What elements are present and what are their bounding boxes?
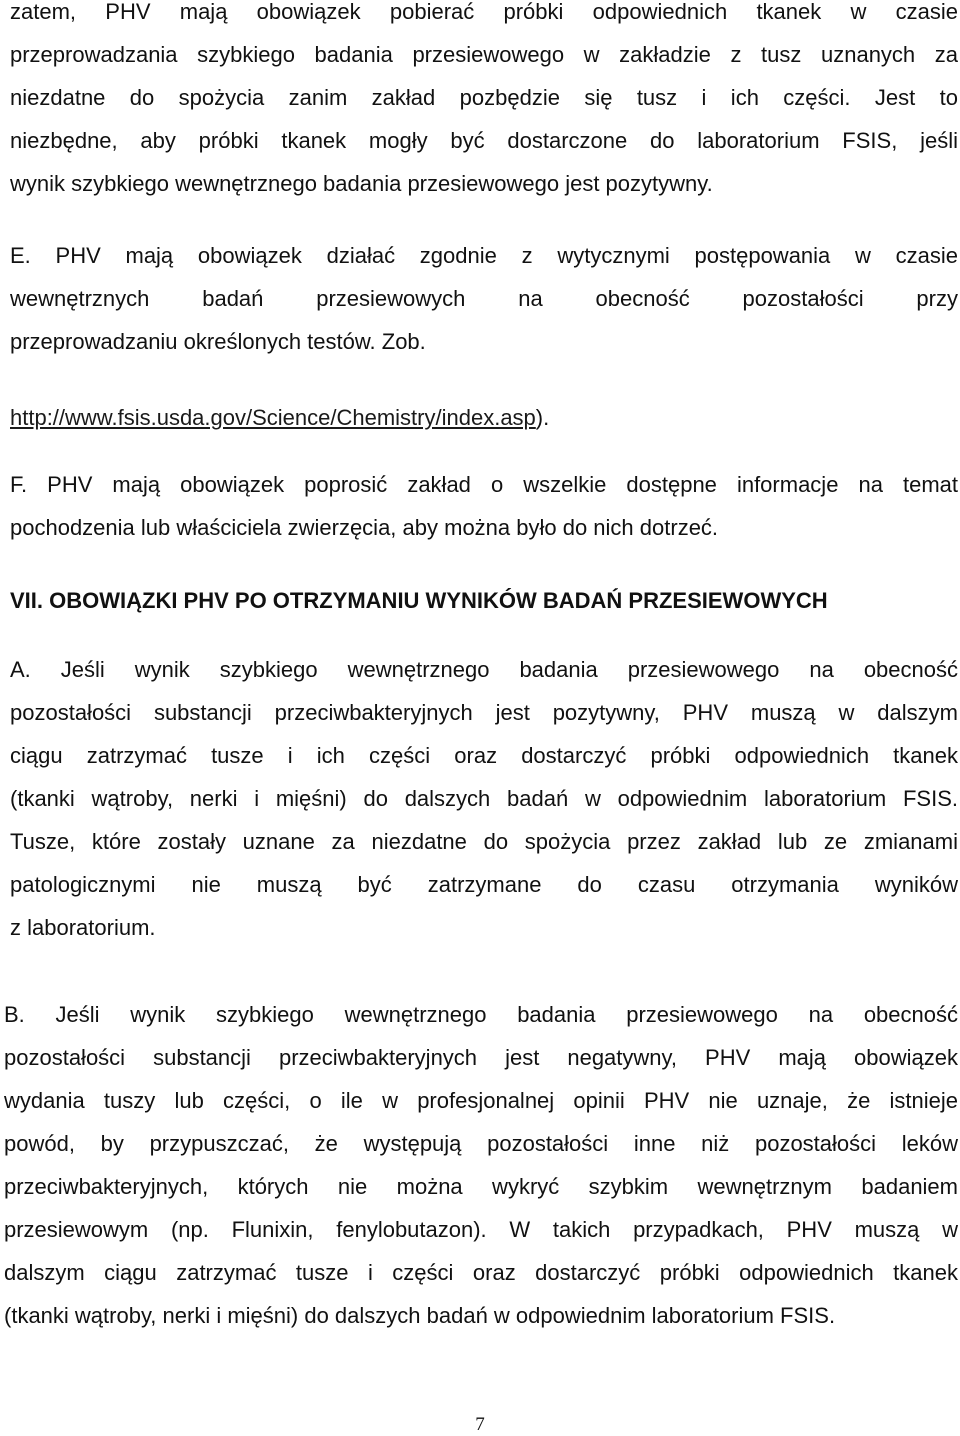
text-line: wewnętrznych badań przesiewowych na obecność pozostałości przy: [10, 286, 958, 311]
text-line: pozostałości substancji przeciwbakteryjnych jest negatywny, PHV mają obowiązek: [4, 1045, 958, 1070]
text-line: Tusze, które zostały uznane za niezdatne do spożycia przez zakład lub ze zmianami: [10, 829, 958, 854]
link-suffix: ).: [535, 405, 550, 430]
text-line: (tkanki wątroby, nerki i mięśni) do dalszych badań w odpowiednim laboratorium FSIS.: [10, 786, 958, 811]
text-line: przeprowadzania szybkiego badania przesiewowego w zakładzie z tusz uznanych za: [10, 42, 958, 67]
text-line: pochodzenia lub właściciela zwierzęcia, aby można było do nich dotrzeć.: [10, 515, 719, 540]
fsis-chemistry-link[interactable]: http://www.fsis.usda.gov/Science/Chemistry/index.asp: [10, 405, 536, 430]
text-line: pozostałości substancji przeciwbakteryjnych jest pozytywny, PHV muszą w dalszym: [10, 700, 958, 725]
text-line: dalszym ciągu zatrzymać tusze i części oraz dostarczyć próbki odpowiednich tkanek: [4, 1260, 958, 1285]
text-line: ciągu zatrzymać tusze i ich części oraz dostarczyć próbki odpowiednich tkanek: [10, 743, 958, 768]
page-number: 7: [475, 1414, 485, 1435]
text-line: niezbędne, aby próbki tkanek mogły być dostarczone do laboratorium FSIS, jeśli: [10, 128, 958, 153]
item-e-link-line: [10, 396, 549, 439]
text-line: przeprowadzaniu określonych testów. Zob.: [10, 329, 426, 354]
text-line: z laboratorium.: [10, 915, 156, 940]
text-line: zatem, PHV mają obowiązek pobierać próbki odpowiednich tkanek w czasie: [10, 0, 958, 24]
item-a-paragraph: [10, 648, 958, 949]
text-line: A. Jeśli wynik szybkiego wewnętrznego badania przesiewowego na obecność: [10, 657, 958, 682]
item-b-paragraph: [4, 993, 958, 1337]
text-line: wydania tuszy lub części, o ile w profesjonalnej opinii PHV nie uznaje, że istnieje: [4, 1088, 958, 1113]
section-heading: VII. OBOWIĄZKI PHV PO OTRZYMANIU WYNIKÓW BADAŃ PRZESIEWOWYCH: [10, 588, 828, 613]
continuation-paragraph: [10, 0, 958, 205]
text-line: B. Jeśli wynik szybkiego wewnętrznego badania przesiewowego na obecność: [4, 1002, 958, 1027]
item-f-paragraph: [10, 463, 958, 549]
text-line: F. PHV mają obowiązek poprosić zakład o wszelkie dostępne informacje na temat: [10, 472, 958, 497]
text-line: wynik szybkiego wewnętrznego badania przesiewowego jest pozytywny.: [10, 171, 713, 196]
text-line: patologicznymi nie muszą być zatrzymane do czasu otrzymania wyników: [10, 872, 958, 897]
text-line: przeciwbakteryjnych, których nie można wykryć szybkim wewnętrznym badaniem: [4, 1174, 958, 1199]
text-line: (tkanki wątroby, nerki i mięśni) do dalszych badań w odpowiednim laboratorium FSIS.: [4, 1303, 836, 1328]
text-line: E. PHV mają obowiązek działać zgodnie z wytycznymi postępowania w czasie: [10, 243, 958, 268]
text-line: przesiewowym (np. Flunixin, fenylobutazon). W takich przypadkach, PHV muszą w: [4, 1217, 958, 1242]
item-e-paragraph: [10, 234, 958, 363]
text-line: niezdatne do spożycia zanim zakład pozbędzie się tusz i ich części. Jest to: [10, 85, 958, 110]
text-line: powód, by przypuszczać, że występują pozostałości inne niż pozostałości leków: [4, 1131, 958, 1156]
